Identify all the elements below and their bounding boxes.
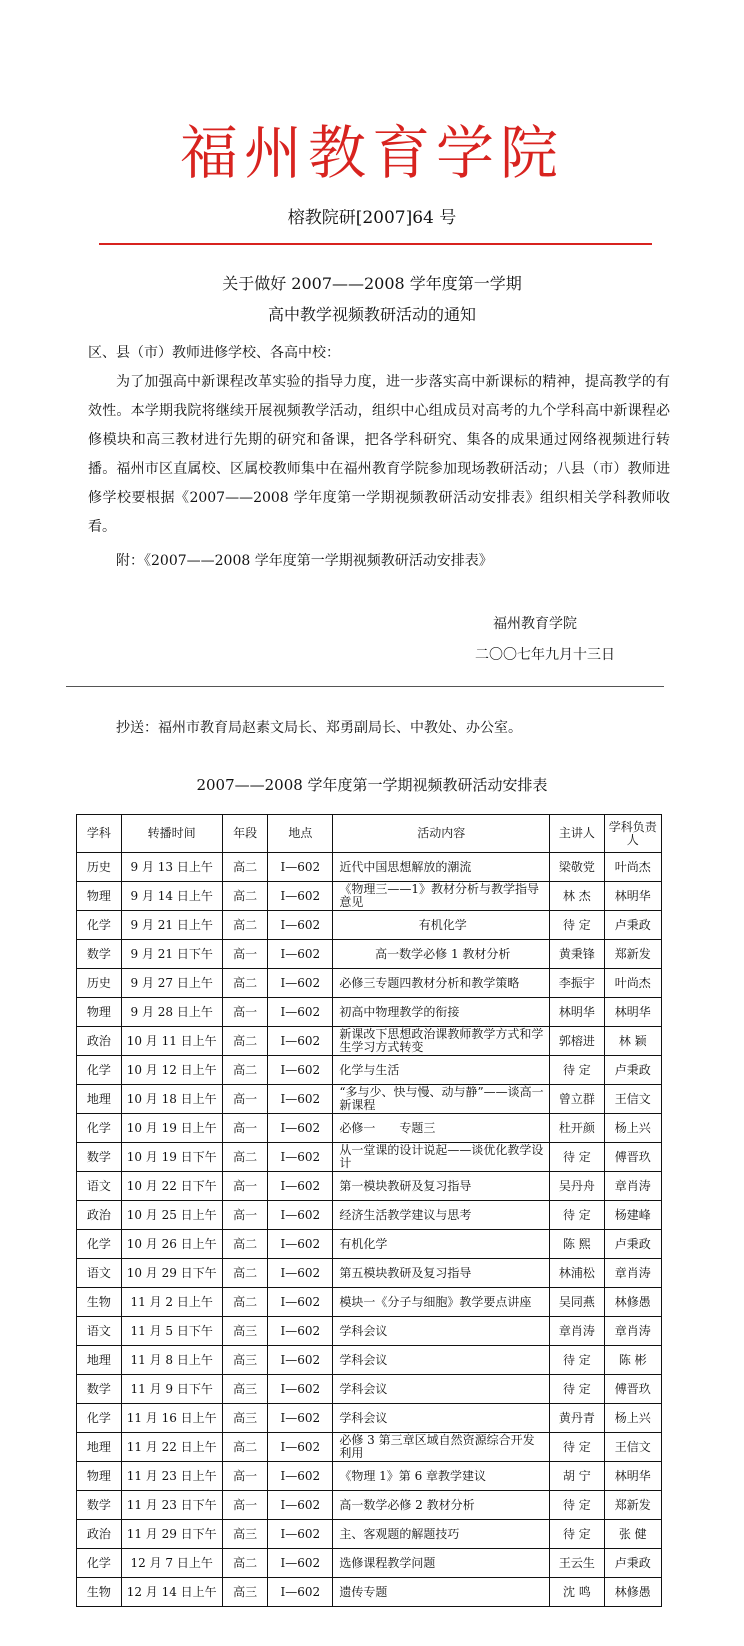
- cell-content: 模块一《分子与细胞》教学要点讲座: [333, 1288, 550, 1317]
- cell-time: 9 月 14 日上午: [121, 882, 222, 911]
- table-row: [77, 1172, 662, 1201]
- cell-place: Ⅰ—602: [268, 969, 333, 998]
- cell-content: 学科会议: [333, 1317, 550, 1346]
- cell-owner: 林明华: [604, 882, 661, 911]
- cell-speaker: 梁敬党: [550, 853, 604, 882]
- cell-grade: 高一: [222, 1462, 268, 1491]
- masthead-org-name: 福州教育学院: [179, 119, 564, 187]
- cell-content: 主、客观题的解题技巧: [333, 1520, 550, 1549]
- cell-time: 12 月 14 日上午: [121, 1578, 222, 1607]
- cell-time: 10 月 26 日上午: [121, 1230, 222, 1259]
- cell-time: 10 月 18 日上午: [121, 1085, 222, 1114]
- cell-grade: 高二: [222, 1143, 268, 1172]
- cell-grade: 高二: [222, 1056, 268, 1085]
- cell-time: 10 月 25 日上午: [121, 1201, 222, 1230]
- cell-content: 新课改下思想政治课教师教学方式和学生学习方式转变: [333, 1027, 550, 1056]
- cell-subject: 数学: [77, 1491, 122, 1520]
- cell-time: 11 月 16 日上午: [121, 1404, 222, 1433]
- cell-content: 学科会议: [333, 1404, 550, 1433]
- cell-content: 《物理三——1》教材分析与教学指导意见: [333, 882, 550, 911]
- cell-grade: 高一: [222, 1491, 268, 1520]
- cell-subject: 语文: [77, 1259, 122, 1288]
- cell-owner: 傅晋玖: [604, 1375, 661, 1404]
- signature-date: 二〇〇七年九月十三日: [475, 647, 615, 663]
- cell-speaker: 林明华: [550, 998, 604, 1027]
- column-header: 年段: [222, 815, 268, 853]
- cell-subject: 生物: [77, 1288, 122, 1317]
- cell-time: 10 月 19 日上午: [121, 1114, 222, 1143]
- cell-content: 化学与生活: [333, 1056, 550, 1085]
- cell-content: 第一模块教研及复习指导: [333, 1172, 550, 1201]
- table-row: [77, 1056, 662, 1085]
- cell-place: Ⅰ—602: [268, 1520, 333, 1549]
- cell-time: 9 月 28 日上午: [121, 998, 222, 1027]
- cell-owner: 卢秉政: [604, 1056, 661, 1085]
- cell-grade: 高二: [222, 969, 268, 998]
- column-header: 主讲人: [550, 815, 604, 853]
- cell-time: 9 月 13 日上午: [121, 853, 222, 882]
- cell-subject: 数学: [77, 1143, 122, 1172]
- cell-time: 11 月 22 日上午: [121, 1433, 222, 1462]
- cell-place: Ⅰ—602: [268, 1201, 333, 1230]
- schedule-table: [76, 814, 662, 1607]
- cell-owner: 杨上兴: [604, 1404, 661, 1433]
- table-row: [77, 1404, 662, 1433]
- cell-subject: 化学: [77, 1404, 122, 1433]
- cell-owner: 叶尚杰: [604, 853, 661, 882]
- cell-subject: 地理: [77, 1433, 122, 1462]
- cell-owner: 傅晋玖: [604, 1143, 661, 1172]
- cell-place: Ⅰ—602: [268, 882, 333, 911]
- schedule-body: [77, 853, 662, 1607]
- cell-grade: 高二: [222, 853, 268, 882]
- cell-subject: 数学: [77, 940, 122, 969]
- cell-speaker: 待 定: [550, 1375, 604, 1404]
- cell-place: Ⅰ—602: [268, 1259, 333, 1288]
- cell-speaker: 黄丹青: [550, 1404, 604, 1433]
- cell-speaker: 王云生: [550, 1549, 604, 1578]
- cell-content: 学科会议: [333, 1346, 550, 1375]
- cell-time: 9 月 27 日上午: [121, 969, 222, 998]
- table-row: [77, 998, 662, 1027]
- cell-subject: 化学: [77, 911, 122, 940]
- cell-place: Ⅰ—602: [268, 1172, 333, 1201]
- cell-content: 必修 3 第三章区域自然资源综合开发利用: [333, 1433, 550, 1462]
- cell-subject: 政治: [77, 1201, 122, 1230]
- cell-speaker: 待 定: [550, 1143, 604, 1172]
- cell-time: 11 月 9 日下午: [121, 1375, 222, 1404]
- cell-owner: 卢秉政: [604, 1549, 661, 1578]
- cell-content: 初高中物理教学的衔接: [333, 998, 550, 1027]
- cell-subject: 物理: [77, 1462, 122, 1491]
- cell-place: Ⅰ—602: [268, 1549, 333, 1578]
- cell-place: Ⅰ—602: [268, 853, 333, 882]
- cell-grade: 高一: [222, 940, 268, 969]
- cell-speaker: 曾立群: [550, 1085, 604, 1114]
- cell-speaker: 待 定: [550, 911, 604, 940]
- cell-owner: 章肖涛: [604, 1172, 661, 1201]
- cell-grade: 高三: [222, 1520, 268, 1549]
- cell-subject: 化学: [77, 1230, 122, 1259]
- notice-title-line1: 关于做好 2007——2008 学年度第一学期: [222, 274, 522, 293]
- table-row: [77, 1433, 662, 1462]
- cell-owner: 章肖涛: [604, 1259, 661, 1288]
- table-row: [77, 1520, 662, 1549]
- cell-speaker: 陈 熙: [550, 1230, 604, 1259]
- schedule-title: 2007——2008 学年度第一学期视频教研活动安排表: [196, 776, 548, 794]
- table-row: [77, 1259, 662, 1288]
- cell-content: 高一数学必修 2 教材分析: [333, 1491, 550, 1520]
- cell-time: 11 月 23 日下午: [121, 1491, 222, 1520]
- cell-grade: 高二: [222, 1027, 268, 1056]
- cell-grade: 高三: [222, 1404, 268, 1433]
- cell-owner: 林明华: [604, 1462, 661, 1491]
- cell-place: Ⅰ—602: [268, 1114, 333, 1143]
- column-header: 学科: [77, 815, 122, 853]
- table-row: [77, 1491, 662, 1520]
- cell-subject: 生物: [77, 1578, 122, 1607]
- cell-place: Ⅰ—602: [268, 1433, 333, 1462]
- cell-content: 第五模块教研及复习指导: [333, 1259, 550, 1288]
- cell-subject: 化学: [77, 1549, 122, 1578]
- cell-owner: 林 颖: [604, 1027, 661, 1056]
- cell-owner: 章肖涛: [604, 1317, 661, 1346]
- cell-owner: 卢秉政: [604, 1230, 661, 1259]
- cell-grade: 高三: [222, 1346, 268, 1375]
- cell-content: 学科会议: [333, 1375, 550, 1404]
- cell-time: 11 月 8 日上午: [121, 1346, 222, 1375]
- table-row: [77, 1375, 662, 1404]
- table-row: [77, 969, 662, 998]
- table-row: [77, 882, 662, 911]
- cell-owner: 林明华: [604, 998, 661, 1027]
- cell-content: 必修三专题四教材分析和教学策略: [333, 969, 550, 998]
- table-row: [77, 1027, 662, 1056]
- cell-time: 10 月 19 日下午: [121, 1143, 222, 1172]
- cell-speaker: 沈 鸣: [550, 1578, 604, 1607]
- cell-grade: 高一: [222, 1172, 268, 1201]
- red-divider: [99, 243, 652, 245]
- table-row: [77, 853, 662, 882]
- cell-place: Ⅰ—602: [268, 1230, 333, 1259]
- table-row: [77, 1230, 662, 1259]
- cell-speaker: 待 定: [550, 1433, 604, 1462]
- cell-speaker: 待 定: [550, 1056, 604, 1085]
- cell-owner: 林修愚: [604, 1578, 661, 1607]
- cell-place: Ⅰ—602: [268, 911, 333, 940]
- cell-speaker: 章肖涛: [550, 1317, 604, 1346]
- column-header: 转播时间: [121, 815, 222, 853]
- salutation: 区、县（市）教师进修学校、各高中校：: [88, 345, 340, 361]
- table-row: [77, 1085, 662, 1114]
- cell-content: 高一数学必修 1 教材分析: [333, 940, 550, 969]
- cell-grade: 高二: [222, 1549, 268, 1578]
- cell-grade: 高二: [222, 882, 268, 911]
- table-row: [77, 1143, 662, 1172]
- table-row: [77, 1346, 662, 1375]
- cc-line: 抄送：福州市教育局赵素文局长、郑勇副局长、中教处、办公室。: [116, 720, 522, 736]
- table-header-row: [77, 815, 662, 853]
- table-row: [77, 1288, 662, 1317]
- cell-speaker: 吴丹舟: [550, 1172, 604, 1201]
- signature-org: 福州教育学院: [493, 616, 577, 632]
- cell-grade: 高一: [222, 1085, 268, 1114]
- cell-grade: 高三: [222, 1317, 268, 1346]
- cell-content: 遗传专题: [333, 1578, 550, 1607]
- cell-time: 10 月 29 日下午: [121, 1259, 222, 1288]
- cell-content: 从一堂课的设计说起——谈优化教学设计: [333, 1143, 550, 1172]
- cell-grade: 高二: [222, 1259, 268, 1288]
- table-row: [77, 911, 662, 940]
- cell-time: 10 月 22 日下午: [121, 1172, 222, 1201]
- cell-grade: 高二: [222, 1230, 268, 1259]
- gray-divider: [66, 686, 664, 687]
- cell-subject: 地理: [77, 1085, 122, 1114]
- cell-content: 《物理 1》第 6 章教学建议: [333, 1462, 550, 1491]
- cell-subject: 地理: [77, 1346, 122, 1375]
- cell-owner: 叶尚杰: [604, 969, 661, 998]
- cell-time: 9 月 21 日上午: [121, 911, 222, 940]
- cell-speaker: 胡 宁: [550, 1462, 604, 1491]
- cell-owner: 卢秉政: [604, 911, 661, 940]
- column-header: 地点: [268, 815, 333, 853]
- cell-speaker: 待 定: [550, 1201, 604, 1230]
- cell-owner: 杨上兴: [604, 1114, 661, 1143]
- cell-speaker: 黄秉锋: [550, 940, 604, 969]
- cell-grade: 高一: [222, 1201, 268, 1230]
- cell-grade: 高一: [222, 1114, 268, 1143]
- cell-content: 选修课程教学问题: [333, 1549, 550, 1578]
- cell-subject: 语文: [77, 1317, 122, 1346]
- table-row: [77, 1578, 662, 1607]
- cell-speaker: 郭榕进: [550, 1027, 604, 1056]
- cell-owner: 张 健: [604, 1520, 661, 1549]
- cell-grade: 高二: [222, 1433, 268, 1462]
- cell-subject: 化学: [77, 1114, 122, 1143]
- cell-subject: 化学: [77, 1056, 122, 1085]
- attachment-note: 附：《2007——2008 学年度第一学期视频教研活动安排表》: [116, 553, 493, 569]
- cell-owner: 陈 彬: [604, 1346, 661, 1375]
- cell-place: Ⅰ—602: [268, 1404, 333, 1433]
- cell-place: Ⅰ—602: [268, 1027, 333, 1056]
- cell-place: Ⅰ—602: [268, 940, 333, 969]
- cell-time: 11 月 29 日下午: [121, 1520, 222, 1549]
- cell-time: 9 月 21 日下午: [121, 940, 222, 969]
- cell-time: 11 月 5 日下午: [121, 1317, 222, 1346]
- notice-body: 为了加强高中新课程改革实验的指导力度，进一步落实高中新课标的精神，提高教学的有效性。本学期我院将继续开展视频教学活动，组织中心组成员对高考的九个学科高中新课程必修模块和高三教材进行先期的研究和备课，把各学科研究、集各的成果通过网络视频进行转播。福州市区直属校、区属校教师集中在福州教育学院参加现场教研活动；八县（市）教师进修学校要根据《2007——2008 学年度第一学期视频教研活动安排表》组织相关学科教师收看。: [88, 374, 670, 535]
- cell-time: 10 月 11 日上午: [121, 1027, 222, 1056]
- cell-speaker: 吴同燕: [550, 1288, 604, 1317]
- cell-speaker: 杜开颜: [550, 1114, 604, 1143]
- cell-place: Ⅰ—602: [268, 1346, 333, 1375]
- cell-place: Ⅰ—602: [268, 1056, 333, 1085]
- cell-place: Ⅰ—602: [268, 1317, 333, 1346]
- cell-grade: 高一: [222, 998, 268, 1027]
- table-row: [77, 1549, 662, 1578]
- cell-owner: 王信文: [604, 1085, 661, 1114]
- cell-owner: 杨建峰: [604, 1201, 661, 1230]
- table-row: [77, 940, 662, 969]
- cell-time: 10 月 12 日上午: [121, 1056, 222, 1085]
- cell-content: 必修一 专题三: [333, 1114, 550, 1143]
- cell-grade: 高三: [222, 1578, 268, 1607]
- cell-content: 有机化学: [333, 911, 550, 940]
- cell-grade: 高二: [222, 911, 268, 940]
- column-header: 学科负责人: [604, 815, 661, 853]
- cell-subject: 物理: [77, 882, 122, 911]
- cell-place: Ⅰ—602: [268, 1375, 333, 1404]
- cell-subject: 物理: [77, 998, 122, 1027]
- cell-owner: 林修愚: [604, 1288, 661, 1317]
- cell-owner: 王信文: [604, 1433, 661, 1462]
- cell-time: 11 月 23 日上午: [121, 1462, 222, 1491]
- cell-content: “多与少、快与慢、动与静”——谈高一新课程: [333, 1085, 550, 1114]
- cell-speaker: 林浦松: [550, 1259, 604, 1288]
- cell-owner: 郑新发: [604, 1491, 661, 1520]
- cell-subject: 语文: [77, 1172, 122, 1201]
- cell-time: 11 月 2 日上午: [121, 1288, 222, 1317]
- cell-speaker: 林 杰: [550, 882, 604, 911]
- cell-place: Ⅰ—602: [268, 1491, 333, 1520]
- cell-speaker: 待 定: [550, 1346, 604, 1375]
- table-row: [77, 1201, 662, 1230]
- cell-place: Ⅰ—602: [268, 1578, 333, 1607]
- cell-grade: 高三: [222, 1375, 268, 1404]
- cell-speaker: 待 定: [550, 1491, 604, 1520]
- cell-place: Ⅰ—602: [268, 1462, 333, 1491]
- cell-owner: 郑新发: [604, 940, 661, 969]
- cell-place: Ⅰ—602: [268, 1288, 333, 1317]
- cell-place: Ⅰ—602: [268, 1085, 333, 1114]
- column-header: 活动内容: [333, 815, 550, 853]
- cell-content: 有机化学: [333, 1230, 550, 1259]
- cell-subject: 政治: [77, 1027, 122, 1056]
- cell-speaker: 李振宇: [550, 969, 604, 998]
- document-number: 榕教院研[2007]64 号: [287, 208, 457, 228]
- cell-place: Ⅰ—602: [268, 998, 333, 1027]
- cell-content: 近代中国思想解放的潮流: [333, 853, 550, 882]
- table-row: [77, 1317, 662, 1346]
- table-row: [77, 1462, 662, 1491]
- cell-time: 12 月 7 日上午: [121, 1549, 222, 1578]
- cell-place: Ⅰ—602: [268, 1143, 333, 1172]
- cell-content: 经济生活教学建议与思考: [333, 1201, 550, 1230]
- cell-subject: 历史: [77, 969, 122, 998]
- cell-grade: 高二: [222, 1288, 268, 1317]
- table-row: [77, 1114, 662, 1143]
- notice-title-line2: 高中教学视频教研活动的通知: [267, 305, 476, 324]
- cell-subject: 政治: [77, 1520, 122, 1549]
- cell-subject: 数学: [77, 1375, 122, 1404]
- cell-subject: 历史: [77, 853, 122, 882]
- cell-speaker: 待 定: [550, 1520, 604, 1549]
